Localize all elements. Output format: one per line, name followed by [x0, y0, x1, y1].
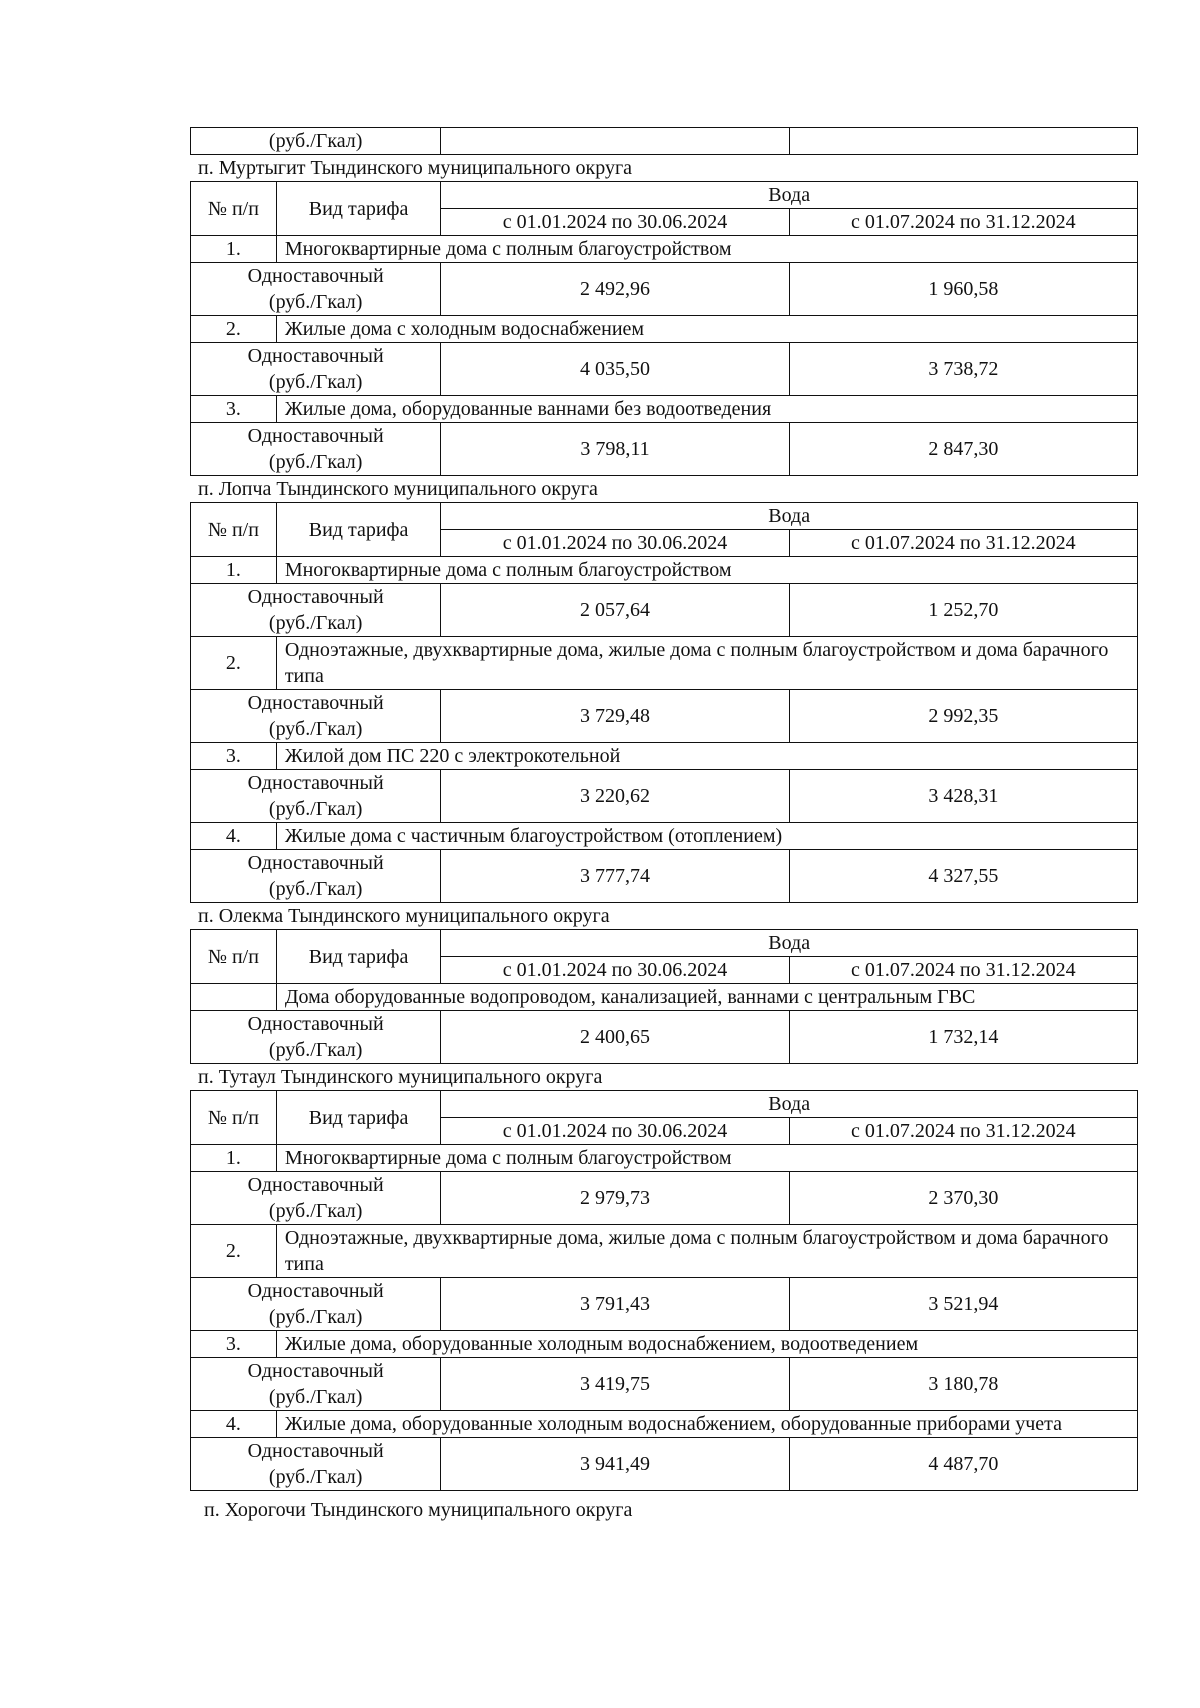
value-period-1: 4 035,50 — [441, 343, 789, 396]
category-row — [191, 396, 1138, 423]
category-row — [191, 1331, 1138, 1358]
tariff-type-cell — [191, 1278, 441, 1331]
period-1-header: с 01.01.2024 по 30.06.2024 — [441, 957, 789, 984]
value-period-2: 1 252,70 — [789, 584, 1137, 637]
category-description: Одноэтажные, двухквартирные дома, жилые дома с полным благоустройством и дома барачного типа — [276, 637, 1137, 690]
value-period-2: 2 847,30 — [789, 423, 1137, 476]
water-header: Вода — [441, 1091, 1138, 1118]
category-number: 3. — [191, 396, 277, 423]
value-period-2: 3 180,78 — [789, 1358, 1137, 1411]
value-period-2: 1 960,58 — [789, 263, 1137, 316]
value-period-1: 3 791,43 — [441, 1278, 789, 1331]
section-caption: п. Лопча Тындинского муниципального округа — [198, 478, 598, 500]
tariff-header: Вид тарифа — [276, 1091, 441, 1145]
tariff-type-cell — [191, 423, 441, 476]
value-period-1: 2 492,96 — [441, 263, 789, 316]
tariff-type-line1: Одноставочный — [247, 852, 384, 874]
tariff-type-line1: Одноставочный — [247, 1280, 384, 1302]
value-period-2: 2 370,30 — [789, 1172, 1137, 1225]
category-description: Жилые дома с частичным благоустройством (отоплением) — [276, 823, 1137, 850]
period-2-header: с 01.07.2024 по 31.12.2024 — [789, 957, 1137, 984]
category-number: 1. — [191, 557, 277, 584]
tariff-type-line1: Одноставочный — [247, 1360, 384, 1382]
tariff-type-cell — [191, 1358, 441, 1411]
category-number: 2. — [191, 1225, 277, 1278]
value-period-1: 2 057,64 — [441, 584, 789, 637]
period-1-header: с 01.01.2024 по 30.06.2024 — [441, 209, 789, 236]
category-description: Жилые дома с холодным водоснабжением — [276, 316, 1137, 343]
tariff-row — [191, 343, 1138, 396]
period-2-header: с 01.07.2024 по 31.12.2024 — [789, 1118, 1137, 1145]
tariff-row — [191, 770, 1138, 823]
tariff-header: Вид тарифа — [276, 503, 441, 557]
tariff-row — [191, 1011, 1138, 1064]
tariff-type-line2: (руб./Гкал) — [268, 291, 363, 313]
category-number: 2. — [191, 637, 277, 690]
category-description: Многоквартирные дома с полным благоустройством — [276, 236, 1137, 263]
tariff-type-line2: (руб./Гкал) — [268, 451, 363, 473]
category-row — [191, 984, 1138, 1011]
tariff-type-line2: (руб./Гкал) — [268, 371, 363, 393]
top-row-label: (руб./Гкал) — [191, 128, 441, 155]
tariff-type-line2: (руб./Гкал) — [268, 1306, 363, 1328]
tariff-row — [191, 584, 1138, 637]
tariff-type-line2: (руб./Гкал) — [268, 1466, 363, 1488]
water-header: Вода — [441, 503, 1138, 530]
value-period-2: 3 521,94 — [789, 1278, 1137, 1331]
tariff-type-line2: (руб./Гкал) — [268, 718, 363, 740]
category-description: Одноэтажные, двухквартирные дома, жилые дома с полным благоустройством и дома барачного типа — [276, 1225, 1137, 1278]
tariff-type-line2: (руб./Гкал) — [268, 612, 363, 634]
category-number — [191, 984, 277, 1011]
tariff-type-cell — [191, 343, 441, 396]
tariff-table — [190, 929, 1138, 1064]
value-period-1: 3 941,49 — [441, 1438, 789, 1491]
tariff-type-line1: Одноставочный — [247, 1013, 384, 1035]
tariff-type-line2: (руб./Гкал) — [268, 1200, 363, 1222]
final-section-caption: п. Хорогочи Тындинского муниципального округа — [204, 1499, 633, 1521]
category-description: Жилые дома, оборудованные холодным водоснабжением, водоотведением — [276, 1331, 1137, 1358]
value-period-1: 2 400,65 — [441, 1011, 789, 1064]
tariff-header: Вид тарифа — [276, 930, 441, 984]
category-number: 1. — [191, 1145, 277, 1172]
value-period-2: 3 428,31 — [789, 770, 1137, 823]
tariff-type-cell — [191, 584, 441, 637]
tariff-type-cell — [191, 1438, 441, 1491]
tariff-type-cell — [191, 1172, 441, 1225]
num-header: № п/п — [191, 503, 277, 557]
num-header: № п/п — [191, 182, 277, 236]
value-period-1: 3 729,48 — [441, 690, 789, 743]
header-row — [191, 930, 1138, 957]
value-period-1: 3 220,62 — [441, 770, 789, 823]
value-period-1: 3 798,11 — [441, 423, 789, 476]
category-description: Многоквартирные дома с полным благоустройством — [276, 1145, 1137, 1172]
category-row — [191, 637, 1138, 690]
tariff-type-line1: Одноставочный — [247, 692, 384, 714]
value-period-1: 3 419,75 — [441, 1358, 789, 1411]
header-row — [191, 503, 1138, 530]
period-2-header: с 01.07.2024 по 31.12.2024 — [789, 209, 1137, 236]
tariff-row — [191, 690, 1138, 743]
header-row — [191, 182, 1138, 209]
category-description: Жилые дома, оборудованные ваннами без водоотведения — [276, 396, 1137, 423]
category-number: 3. — [191, 1331, 277, 1358]
tariff-type-line2: (руб./Гкал) — [268, 798, 363, 820]
num-header: № п/п — [191, 1091, 277, 1145]
period-1-header: с 01.01.2024 по 30.06.2024 — [441, 530, 789, 557]
category-row — [191, 557, 1138, 584]
tariff-type-line1: Одноставочный — [247, 1440, 384, 1462]
value-period-1: 3 777,74 — [441, 850, 789, 903]
tariff-type-cell — [191, 1011, 441, 1064]
tariff-row — [191, 263, 1138, 316]
tariff-row — [191, 1438, 1138, 1491]
category-row — [191, 1225, 1138, 1278]
tariff-type-line1: Одноставочный — [247, 265, 384, 287]
value-period-2: 4 327,55 — [789, 850, 1137, 903]
category-description: Жилые дома, оборудованные холодным водоснабжением, оборудованные приборами учета — [276, 1411, 1137, 1438]
tariff-table — [190, 502, 1138, 903]
category-description: Дома оборудованные водопроводом, канализацией, ваннами с центральным ГВС — [276, 984, 1137, 1011]
tariff-row — [191, 423, 1138, 476]
tariff-row — [191, 1278, 1138, 1331]
value-period-1: 2 979,73 — [441, 1172, 789, 1225]
tariff-type-line1: Одноставочный — [247, 345, 384, 367]
section-caption: п. Олекма Тындинского муниципального округа — [198, 905, 610, 927]
category-row — [191, 316, 1138, 343]
tariff-type-cell — [191, 850, 441, 903]
tariff-row — [191, 1172, 1138, 1225]
tariff-table — [190, 1090, 1138, 1491]
value-period-2: 4 487,70 — [789, 1438, 1137, 1491]
category-row — [191, 743, 1138, 770]
category-description: Многоквартирные дома с полным благоустройством — [276, 557, 1137, 584]
value-period-2: 1 732,14 — [789, 1011, 1137, 1064]
water-header: Вода — [441, 930, 1138, 957]
tariff-type-line1: Одноставочный — [247, 1174, 384, 1196]
section-caption: п. Тутаул Тындинского муниципального округа — [198, 1066, 603, 1088]
num-header: № п/п — [191, 930, 277, 984]
category-row — [191, 823, 1138, 850]
category-description: Жилой дом ПС 220 с электрокотельной — [276, 743, 1137, 770]
top-row-empty-cell — [441, 128, 789, 155]
header-row — [191, 1091, 1138, 1118]
tariff-type-cell — [191, 263, 441, 316]
sections-container — [190, 155, 1138, 1491]
tariff-type-cell — [191, 690, 441, 743]
section-caption: п. Муртыгит Тындинского муниципального округа — [198, 157, 633, 179]
period-2-header: с 01.07.2024 по 31.12.2024 — [789, 530, 1137, 557]
category-number: 4. — [191, 1411, 277, 1438]
tariff-type-line2: (руб./Гкал) — [268, 878, 363, 900]
top-fragment-table — [190, 127, 1138, 155]
tariff-row — [191, 1358, 1138, 1411]
category-number: 4. — [191, 823, 277, 850]
category-number: 3. — [191, 743, 277, 770]
category-row — [191, 236, 1138, 263]
water-header: Вода — [441, 182, 1138, 209]
tariff-type-line1: Одноставочный — [247, 425, 384, 447]
tariff-type-line2: (руб./Гкал) — [268, 1386, 363, 1408]
tariff-type-cell — [191, 770, 441, 823]
category-row — [191, 1411, 1138, 1438]
tariff-row — [191, 850, 1138, 903]
tariff-table — [190, 181, 1138, 476]
value-period-2: 3 738,72 — [789, 343, 1137, 396]
tariff-type-line1: Одноставочный — [247, 772, 384, 794]
top-row-empty-cell — [789, 128, 1137, 155]
tariff-header: Вид тарифа — [276, 182, 441, 236]
period-1-header: с 01.01.2024 по 30.06.2024 — [441, 1118, 789, 1145]
category-row — [191, 1145, 1138, 1172]
tariff-type-line1: Одноставочный — [247, 586, 384, 608]
category-number: 1. — [191, 236, 277, 263]
document-content — [190, 127, 1138, 1523]
value-period-2: 2 992,35 — [789, 690, 1137, 743]
category-number: 2. — [191, 316, 277, 343]
tariff-type-line2: (руб./Гкал) — [268, 1039, 363, 1061]
